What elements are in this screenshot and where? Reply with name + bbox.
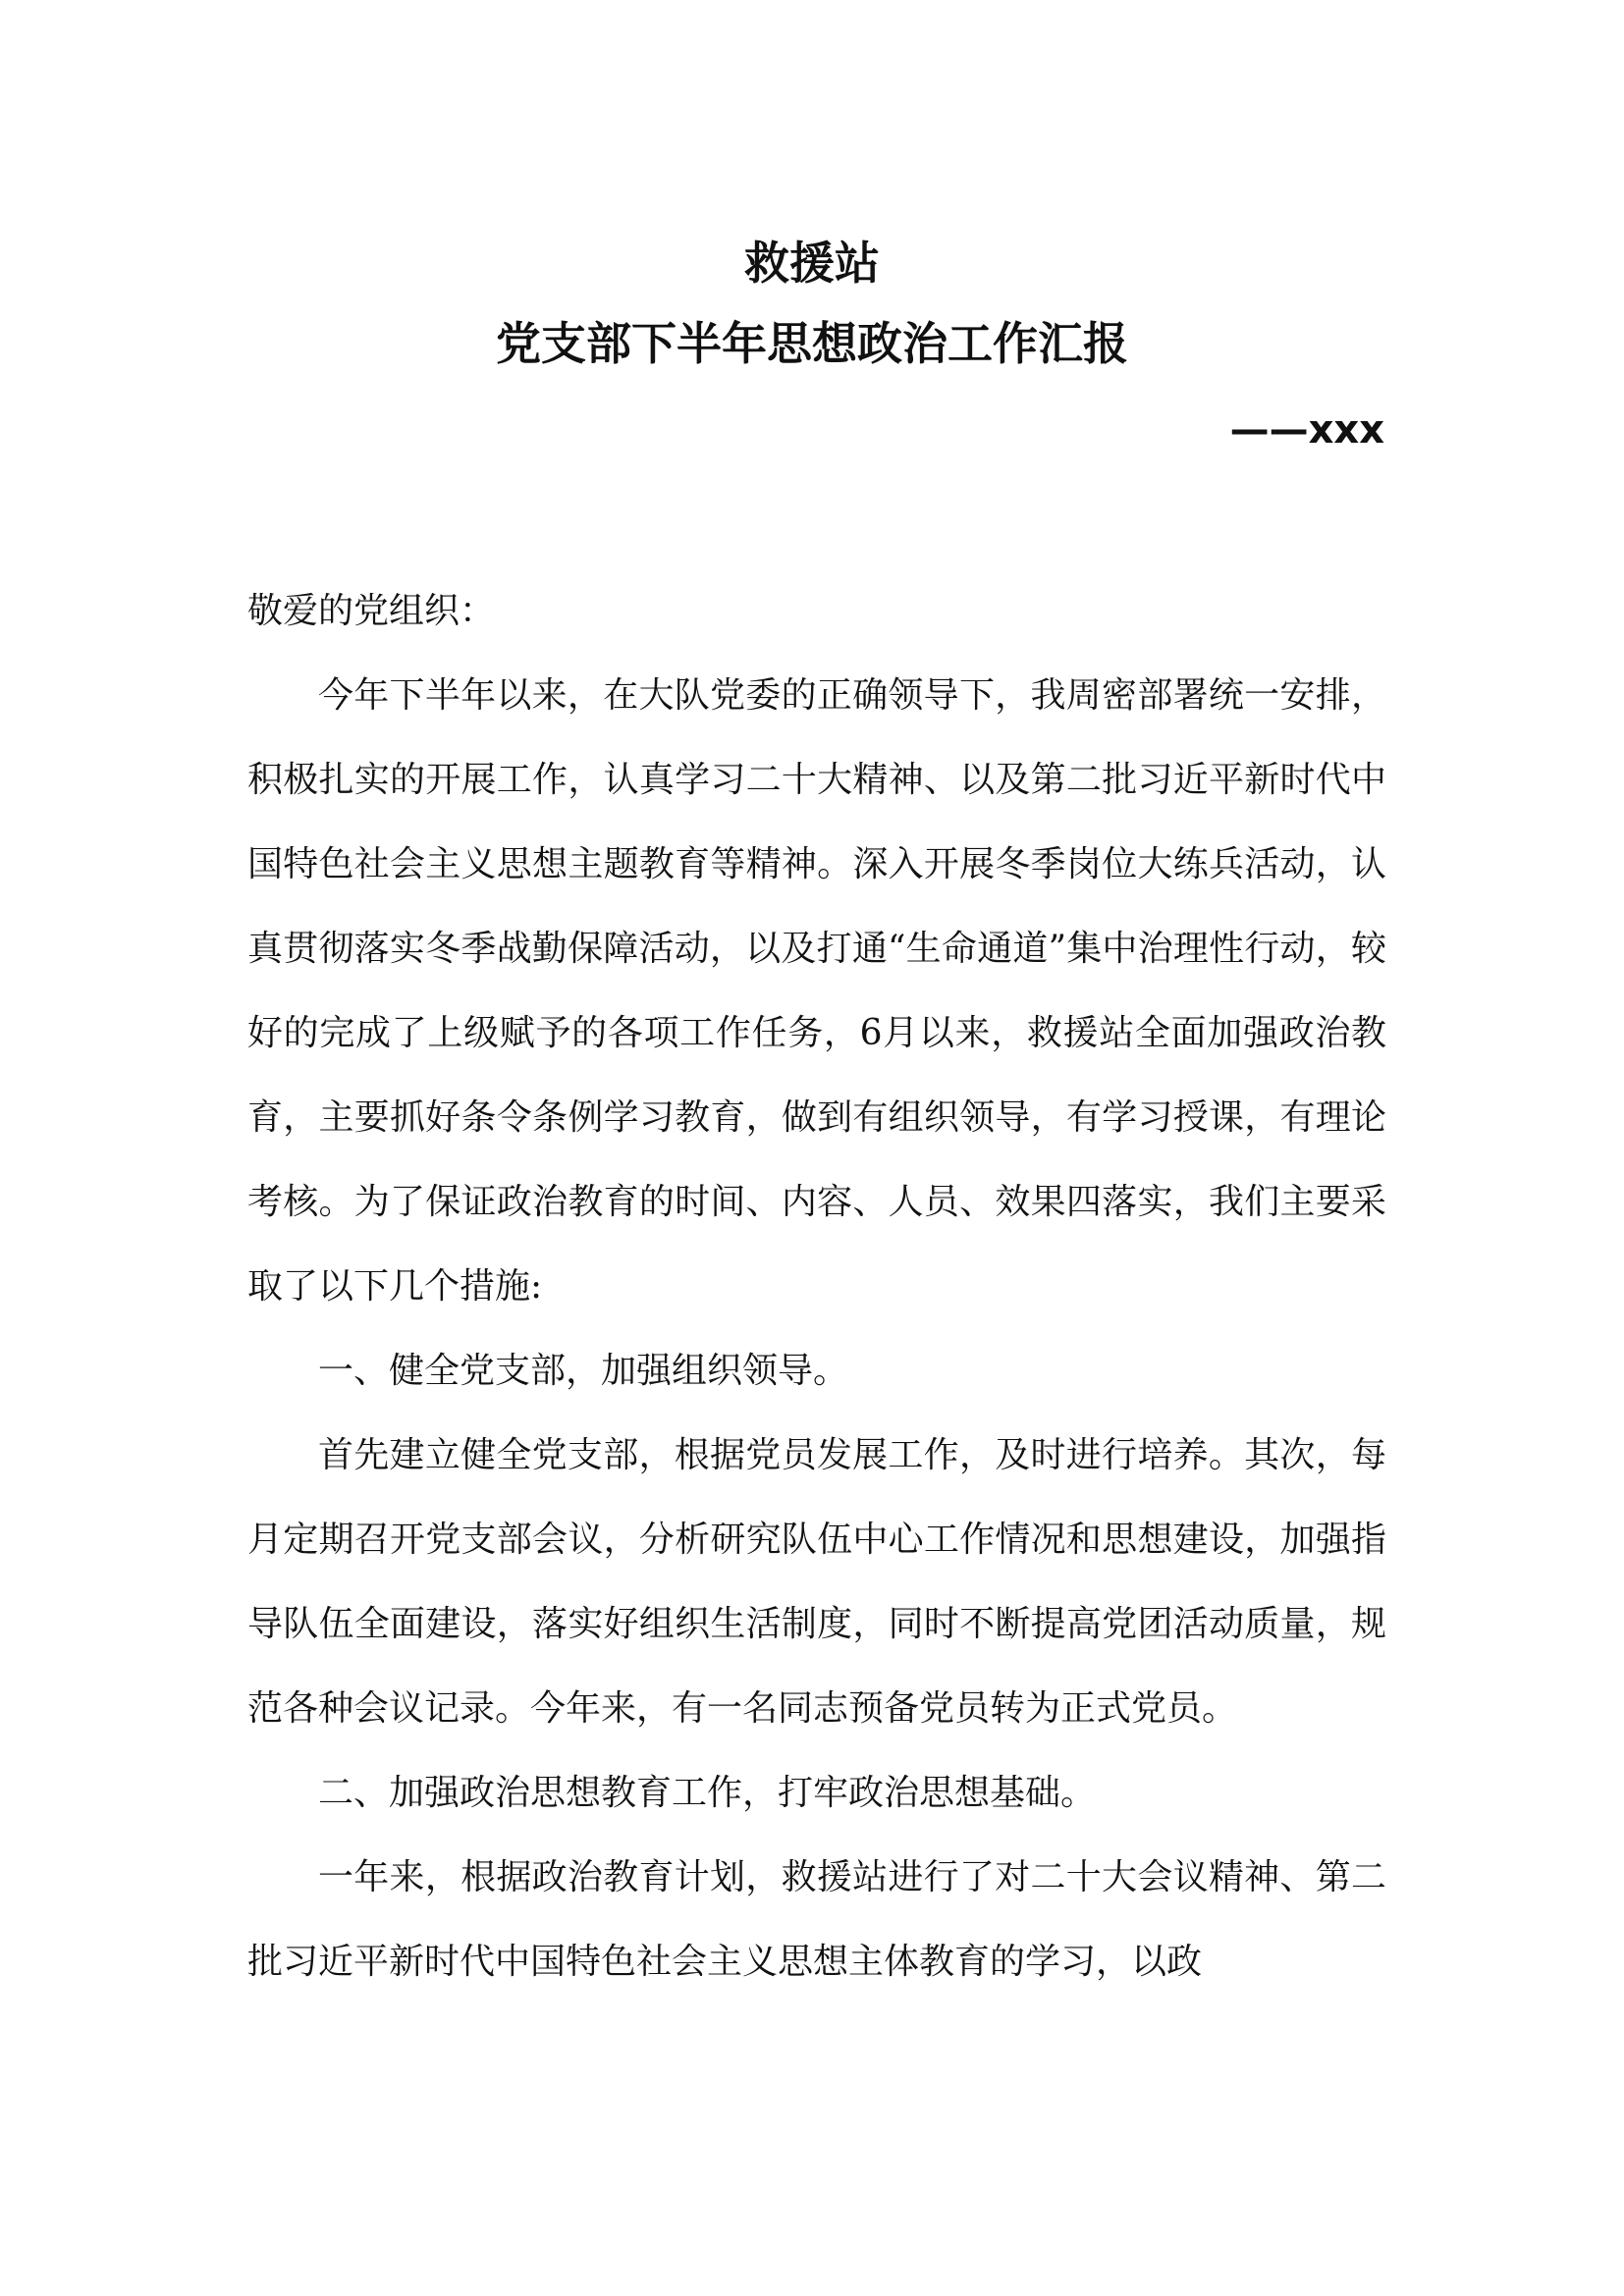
section-heading-1: 一、健全党支部，加强组织领导。 — [318, 1351, 849, 1391]
document-title-line2: 党支部下半年思想政治工作汇报 — [496, 317, 1128, 370]
section-heading-2: 二、加强政治思想教育工作，打牢政治思想基础。 — [318, 1773, 1097, 1813]
salutation: 敬爱的党组织： — [247, 591, 496, 631]
document-title-line1: 救援站 — [744, 237, 880, 290]
author-signature: ——xxx — [1229, 407, 1384, 453]
paragraph-section-2: 一年来，根据政治教育计划，救援站进行了对二十大会议精神、第二批习近平新时代中国特色社会主义思想主体教育的学习，以政 — [247, 1857, 1386, 1982]
paragraph-section-1: 首先建立健全党支部，根据党员发展工作，及时进行培养。其次，每月定期召开党支部会议，分析研究队伍中心工作情况和思想建设，加强指导队伍全面建设，落实好组织生活制度，同时不断提高党团活动质量，规范各种会议记录。今年来，有一名同志预备党员转为正式党员。 — [247, 1435, 1386, 1729]
document-body — [247, 569, 1386, 2004]
paragraph-intro: 今年下半年以来，在大队党委的正确领导下，我周密部署统一安排，积极扎实的开展工作，认真学习二十大精神、以及第二批习近平新时代中国特色社会主义思想主题教育等精神。深入开展冬季岗位大练兵活动，认真贯彻落实冬季战勤保障活动，以及打通“生命通道”集中治理性行动，较好的完成了上级赋予的各项工作任务，6月以来，救援站全面加强政治教育，主要抓好条令条例学习教育，做到有组织领导，有学习授课，有理论考核。为了保证政治教育的时间、内容、人员、效果四落实，我们主要采取了以下几个措施: — [247, 675, 1386, 1307]
